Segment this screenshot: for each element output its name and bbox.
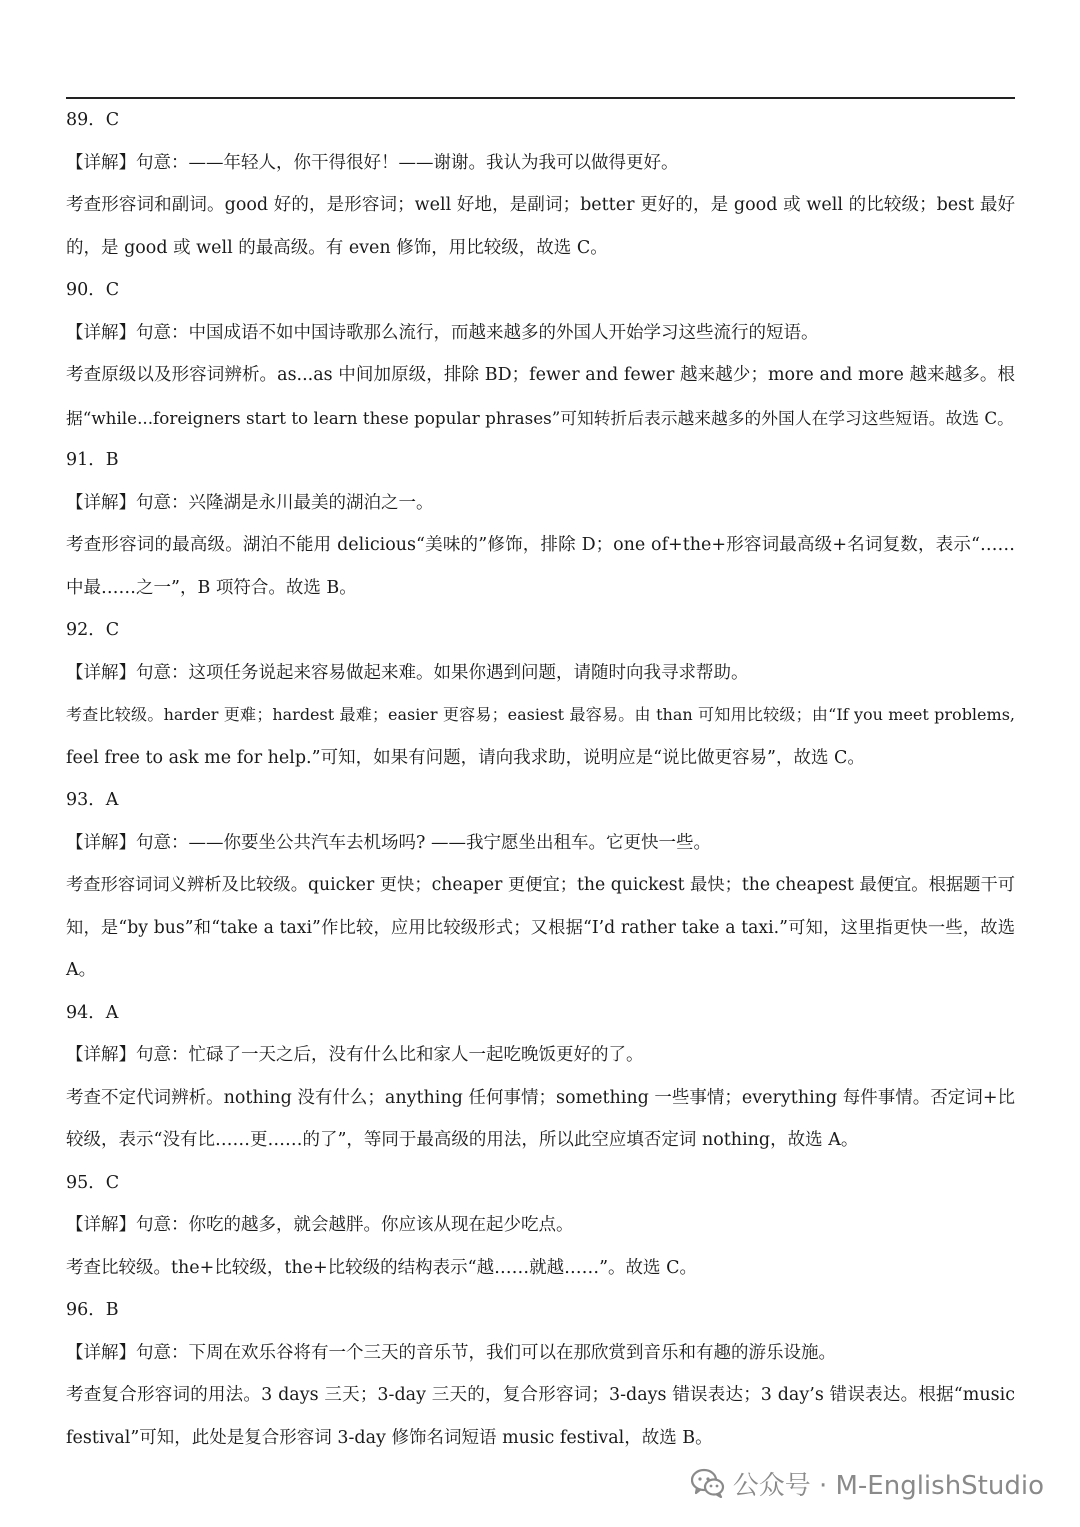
answer-94-analysis-2: 较级，表示“没有比……更……的了”，等同于最高级的用法，所以此空应填否定词 nothing，故选 A。 (66, 1130, 859, 1150)
answer-96-analysis-1: 考查复合形容词的用法。3 days 三天；3-day 三天的，复合形容词；3-days 错误表达；3 day’s 错误表达。根据“music (66, 1385, 1015, 1405)
answer-90-number: 90．C (66, 280, 120, 300)
answer-90-meaning: 【详解】句意：中国成语不如中国诗歌那么流行，而越来越多的外国人开始学习这些流行的短语。 (66, 322, 819, 343)
answer-89-number: 89．C (66, 110, 120, 130)
answer-89-analysis-2: 的，是 good 或 well 的最高级。有 even 修饰，用比较级，故选 C。 (66, 237, 608, 258)
answer-91-meaning: 【详解】句意：兴隆湖是永川最美的湖泊之一。 (66, 492, 434, 513)
answer-94-meaning: 【详解】句意：忙碌了一天之后，没有什么比和家人一起吃晚饭更好的了。 (66, 1045, 644, 1065)
wechat-icon (691, 1468, 725, 1498)
answer-96-number: 96．B (66, 1300, 119, 1320)
answer-90-analysis-1: 考查原级以及形容词辨析。as...as 中间加原级，排除 BD；fewer and fewer 越来越少；more and more 越来越多。根 (66, 365, 1015, 385)
answer-89-meaning: 【详解】句意：——年轻人，你干得很好！——谢谢。我认为我可以做得更好。 (66, 152, 679, 173)
answer-94-number: 94．A (66, 1002, 119, 1023)
answer-92-number: 92．C (66, 620, 120, 640)
answer-93-analysis-1: 考查形容词词义辨析及比较级。quicker 更快；cheaper 更便宜；the quickest 最快；the cheapest 最便宜。根据题干可 (66, 875, 1015, 895)
answer-92-analysis-2: feel free to ask me for help.”可知，如果有问题，请向我求助，说明应是“说比做更容易”，故选 C。 (66, 747, 865, 768)
answer-93-analysis-2: 知，是“by bus”和“take a taxi”作比较，应用比较级形式；又根据“I’d rather take a taxi.”可知，这里指更快一些，故选 (66, 917, 1015, 938)
answer-93-analysis-3: A。 (66, 960, 97, 980)
answer-92-meaning: 【详解】句意：这项任务说起来容易做起来难。如果你遇到问题，请随时向我寻求帮助。 (66, 662, 749, 683)
answer-93-meaning: 【详解】句意：——你要坐公共汽车去机场吗? ——我宁愿坐出租车。它更快一些。 (66, 832, 711, 853)
answer-93-number: 93．A (66, 790, 119, 810)
answer-95-analysis-1: 考查比较级。the+比较级，the+比较级的结构表示“越……就越……”。故选 C。 (66, 1257, 697, 1278)
answer-91-analysis-2: 中最……之一”，B 项符合。故选 B。 (66, 577, 357, 598)
answer-90-analysis-2: 据“while...foreigners start to learn these popular phrases”可知转折后表示越来越多的外国人在学习这些短语。故选 C。 (66, 407, 1014, 428)
answer-96-analysis-2: festival”可知，此处是复合形容词 3-day 修饰名词短语 music festival，故选 B。 (66, 1427, 713, 1448)
answer-96-meaning: 【详解】句意：下周在欢乐谷将有一个三天的音乐节，我们可以在那欣赏到音乐和有趣的游乐设施。 (66, 1342, 836, 1363)
watermark (691, 1463, 1044, 1503)
answer-95-number: 95．C (66, 1172, 120, 1193)
answer-91-number: 91．B (66, 450, 119, 470)
answer-explanations (66, 99, 1015, 1459)
answer-95-meaning: 【详解】句意：你吃的越多，就会越胖。你应该从现在起少吃点。 (66, 1215, 574, 1235)
answer-89-analysis-1: 考查形容词和副词。good 好的，是形容词；well 好地，是副词；better 更好的，是 good 或 well 的比较级；best 最好 (66, 195, 1015, 215)
answer-92-analysis-1: 考查比较级。harder 更难；hardest 最难；easier 更容易；easiest 最容易。由 than 可知用比较级；由“If you meet problems, (66, 705, 1015, 724)
answer-91-analysis-1: 考查形容词的最高级。湖泊不能用 delicious“美味的”修饰，排除 D；one of+the+形容词最高级+名词复数，表示“…… (66, 535, 1015, 555)
watermark-text: 公众号 · M-EnglishStudio (732, 1470, 1044, 1501)
answer-94-analysis-1: 考查不定代词辨析。nothing 没有什么；anything 任何事情；something 一些事情；everything 每件事情。否定词+比 (66, 1087, 1015, 1108)
